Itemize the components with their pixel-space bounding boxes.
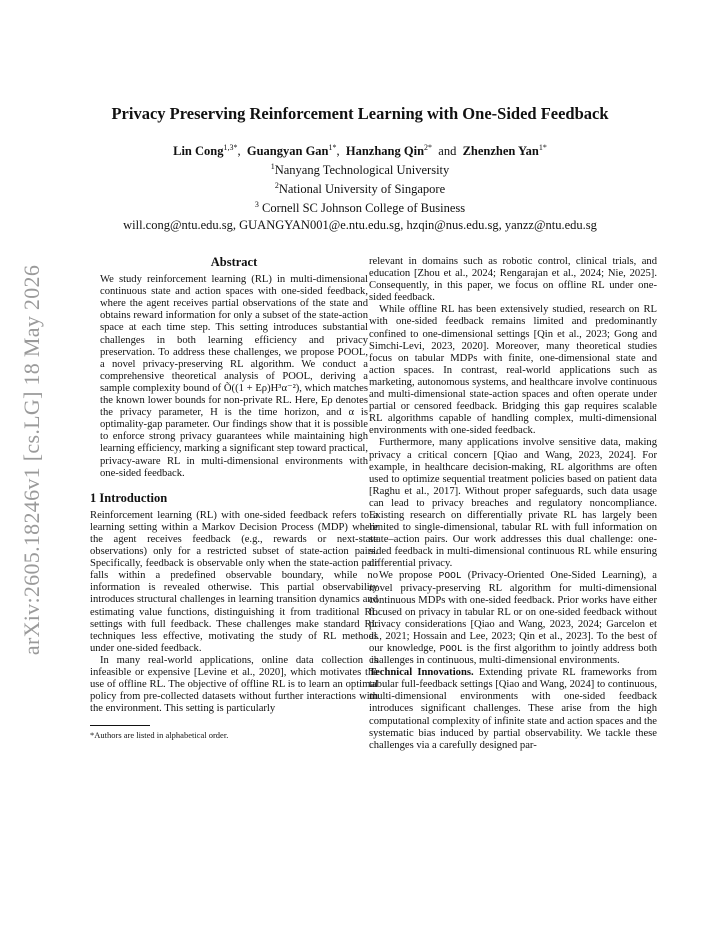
author-block: [90, 140, 630, 233]
affiliation-sup: 2: [274, 181, 279, 191]
paragraph: While offline RL has been extensively studied, research on RL with one-sided feedback remains limited and predominantly confined to one-dimensional settings [Qin et al., 2023; Gong and Simchi-Levi, 2023, 2020]. Moreover, many theoretical studies focus on tabular MDPs with finite, one-dimensional state and action spaces. In contrast, real-world applications such as marketing, autonomous systems, and healthcare involve continuous and multi-dimensional state-action spaces and often operate under partial or censored feedback. Bridging this gap requires scalable RL algorithms capable of handling complex, multi-dimensional environments with one-sided feedback.: [369, 304, 657, 437]
author-names: Lin Cong$^{1,3*}$, Guangyan Gan$^{1*}$, Hanzhang Qin$^{2*}$ and Zhenzhen Yan$^{1*}$: [173, 143, 547, 159]
affiliation-text: National University of Singapore: [278, 182, 446, 197]
author-name: Zhenzhen Yan: [462, 144, 539, 159]
arxiv-side-stamp: [12, 264, 52, 656]
text-run: , a novel privacy-preserving RL algorithm for multi-dimensional continuous MDPs with one-sided feedback. Prior works have either focused on privacy in tabular RL or on one-sided feedback without privacy considerations [Qiao and Wang, 2023, 2024; Garcelon et al., 2021; Hossain and Lee, 2023; Qin et al., 2023]. To the best of our knowledge,: [369, 570, 657, 654]
paper-title: Privacy Preserving Reinforcement Learning with One-Sided Feedback: [111, 104, 609, 123]
text-run: Extending private RL frameworks from tabular full-feedback settings [Qiao and Wang, 2024] to continuous, multi-dimensional environments with one-sided feedback introduces significant challenges. These arise from the high computational complexity of infinite state and action spaces and the systematic bias induced by partial observability. We tackle these challenges via a carefully designed par-: [369, 667, 658, 751]
author-sup: 2*: [424, 143, 433, 152]
footnote-rule: [90, 725, 150, 726]
left-column: [90, 256, 378, 740]
text-run: is the first algorithm to jointly address both challenges in continuous, multi-dimensional environments.: [369, 643, 658, 667]
abstract-text: We study reinforcement learning (RL) in multi-dimensional continuous state and action spaces with one-sided feedback, where the agent receives partial observations of the state and obtains reward information for only a subset of the state-action space at each time step. This setting introduces substantial challenges in both learning efficiency and privacy preservation. To address these challenges, we propose POOL, a novel privacy-preserving RL algorithm. We conduct a comprehensive theoretical analysis of POOL, deriving a sample complexity bound of Õ((1 + Eρ)H³α⁻²), which matches the known lower bounds for non-private RL. Here, Eρ denotes the privacy parameter, H is the time horizon, and α is optimality-gap parameter. Our findings show that it is possible to enforce strong privacy guarantees while maintaining high learning efficiency, marking a significant step toward practical, privacy-aware RL in multi-dimensional environments with one-sided feedback.: [100, 274, 368, 479]
paragraph: In many real-world applications, online data collection is infeasible or expensive [Levine et al., 2020], which motivates the use of offline RL. The objective of offline RL is to learn an optimal policy from pre-collected datasets without further interactions with the environment. This setting is particularly: [90, 654, 378, 715]
paragraph: Reinforcement learning (RL) with one-sided feedback refers to a learning setting within a Markov Decision Process (MDP) where the agent receives feedback (e.g., rewards or next-state observations) only for a restricted subset of state-action pairs. Specifically, feedback is observable only when the state-action pair falls within a predefined observable boundary, while no information is revealed otherwise. This partial observability introduces structural challenges in learning transition dynamics and estimating value functions, distinguishing it from traditional RL settings with full feedback. These challenges make standard RL techniques less effective, motivating the study of RL methods under one-sided feedback.: [90, 509, 378, 654]
author-name: Hanzhang Qin: [345, 144, 425, 159]
author-sup: 1,3*: [223, 143, 238, 152]
author-name: Lin Cong: [173, 144, 224, 159]
affiliation-text: Cornell SC Johnson College of Business: [261, 201, 466, 216]
author-sup: 1*: [538, 143, 547, 152]
affiliation-sup: 3: [254, 200, 259, 210]
paragraph: relevant in domains such as robotic control, clinical trials, and education [Zhou et al., 2024; Rengarajan et al., 2024; Nie, 2025]. Consequently, in this paper, we focus on offline RL under one-sided feedback.: [369, 256, 657, 304]
author-conjunction: and: [438, 144, 457, 159]
author-name: Guangyan Gan: [246, 144, 329, 159]
section-heading-introduction: 1 Introduction: [90, 490, 168, 505]
affiliation: [90, 178, 630, 197]
affiliation: [90, 197, 630, 216]
abstract-heading: Abstract: [210, 255, 258, 269]
footnote: *Authors are listed in alphabetical order.: [90, 730, 229, 741]
paragraph: [369, 667, 657, 752]
affiliation-sup: 1: [270, 162, 275, 172]
right-column: [369, 256, 657, 752]
author-emails: will.cong@ntu.edu.sg, GUANGYAN001@e.ntu.edu.sg, hzqin@nus.edu.sg, yanzz@ntu.edu.sg: [123, 217, 597, 232]
affiliation-text: Nanyang Technological University: [274, 163, 450, 178]
algorithm-name: POOL: [439, 643, 463, 654]
run-in-heading: Technical Innovations.: [369, 667, 474, 679]
algorithm-expansion: (Privacy-Oriented One-Sided Learning): [467, 570, 644, 582]
author-sup: 1*: [328, 143, 337, 152]
algorithm-name: POOL: [438, 570, 462, 582]
paragraph: Furthermore, many applications involve sensitive data, making privacy a critical concern [Qiao and Wang, 2023, 2024]. For example, in healthcare decision-making, RL algorithms are often used to optimize sequential treatment policies based on patient data [Raghu et al., 2017]. Without proper safeguards, such data usage can lead to privacy breaches and regulatory noncompliance. Existing research on differentially private RL has largely been limited to single-dimensional, tabular RL with full information on state–action pairs. Our work addresses this dual challenge: one-sided feedback in multi-dimensional continuous RL while ensuring differential privacy.: [369, 437, 657, 570]
abstract-body: [100, 274, 368, 480]
text-run: We propose: [379, 570, 433, 582]
paragraph: [369, 570, 657, 667]
affiliation: [90, 159, 630, 178]
arxiv-id-text: arXiv:2605.18246v1 [cs.LG] 18 May 2026: [19, 264, 44, 656]
